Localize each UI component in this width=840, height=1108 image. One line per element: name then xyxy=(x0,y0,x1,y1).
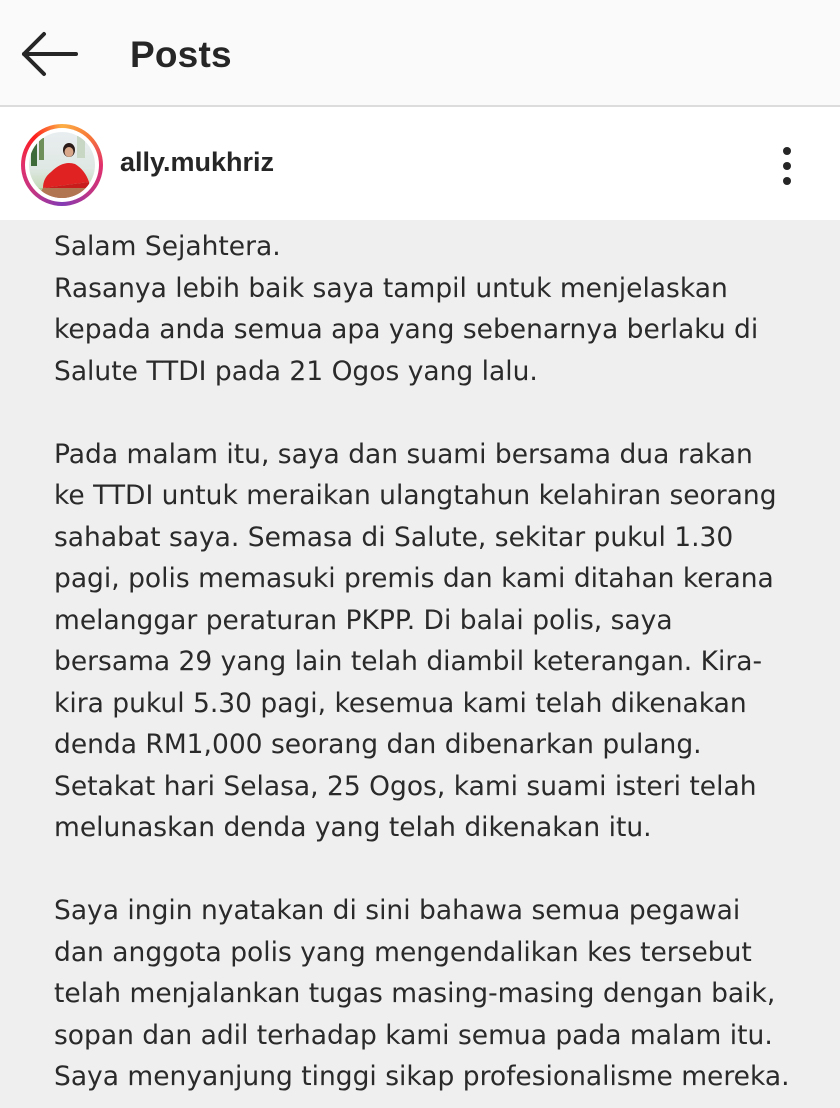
caption-line: kira pukul 5.30 pagi, kesemua kami telah dikenakan xyxy=(54,687,747,719)
post-username[interactable]: ally.mukhriz xyxy=(120,147,275,177)
caption-line: telah menjalankan tugas masing-masing dengan baik, xyxy=(54,978,776,1009)
caption-line: dan anggota polis yang mengendalikan kes tersebut xyxy=(54,936,752,968)
avatar-photo xyxy=(29,132,95,198)
caption-line: Setakat hari Selasa, 25 Ogos, kami suami isteri telah xyxy=(54,770,757,802)
caption-line: Pada malam itu, saya dan suami bersama dua rakan xyxy=(54,438,753,470)
caption-line: Saya ingin nyatakan di sini bahawa semua pegawai xyxy=(54,895,741,926)
caption-line: sahabat saya. Semasa di Salute, sekitar pukul 1.30 xyxy=(54,521,734,553)
caption-line: Saya menyanjung tinggi sikap profesionalisme mereka. xyxy=(54,1061,790,1092)
caption-line: sopan dan adil terhadap kami semua pada malam itu. xyxy=(54,1019,773,1051)
post-header xyxy=(0,107,840,220)
caption-line: pagi, polis memasuki premis dan kami ditahan kerana xyxy=(54,563,774,594)
caption-line: ke TTDI untuk meraikan ulangtahun kelahiran seorang xyxy=(54,480,777,511)
caption-line: Salam Sejahtera. xyxy=(54,231,281,262)
more-vertical-icon xyxy=(783,147,791,155)
page-title: Posts xyxy=(130,34,232,75)
more-options-button[interactable] xyxy=(772,145,804,187)
caption-line: bersama 29 yang lain telah diambil keterangan. Kira- xyxy=(54,646,763,677)
caption-line: kepada anda semua apa yang sebenarnya berlaku di xyxy=(54,314,759,345)
post-caption xyxy=(0,220,840,1108)
caption-line: Rasanya lebih baik saya tampil untuk menjelaskan xyxy=(54,272,728,304)
arrow-left-icon xyxy=(18,28,82,80)
caption-line: melanggar peraturan PKPP. Di balai polis, saya xyxy=(54,604,673,636)
caption-line: Salute TTDI pada 21 Ogos yang lalu. xyxy=(54,355,538,387)
caption-line: melunaskan denda yang telah dikenakan itu. xyxy=(54,812,652,843)
top-app-bar xyxy=(0,0,840,107)
avatar[interactable] xyxy=(21,124,103,206)
back-button[interactable] xyxy=(18,28,82,80)
caption-line: denda RM1,000 seorang dan dibenarkan pulang. xyxy=(54,729,702,760)
caption-text xyxy=(54,226,834,1098)
